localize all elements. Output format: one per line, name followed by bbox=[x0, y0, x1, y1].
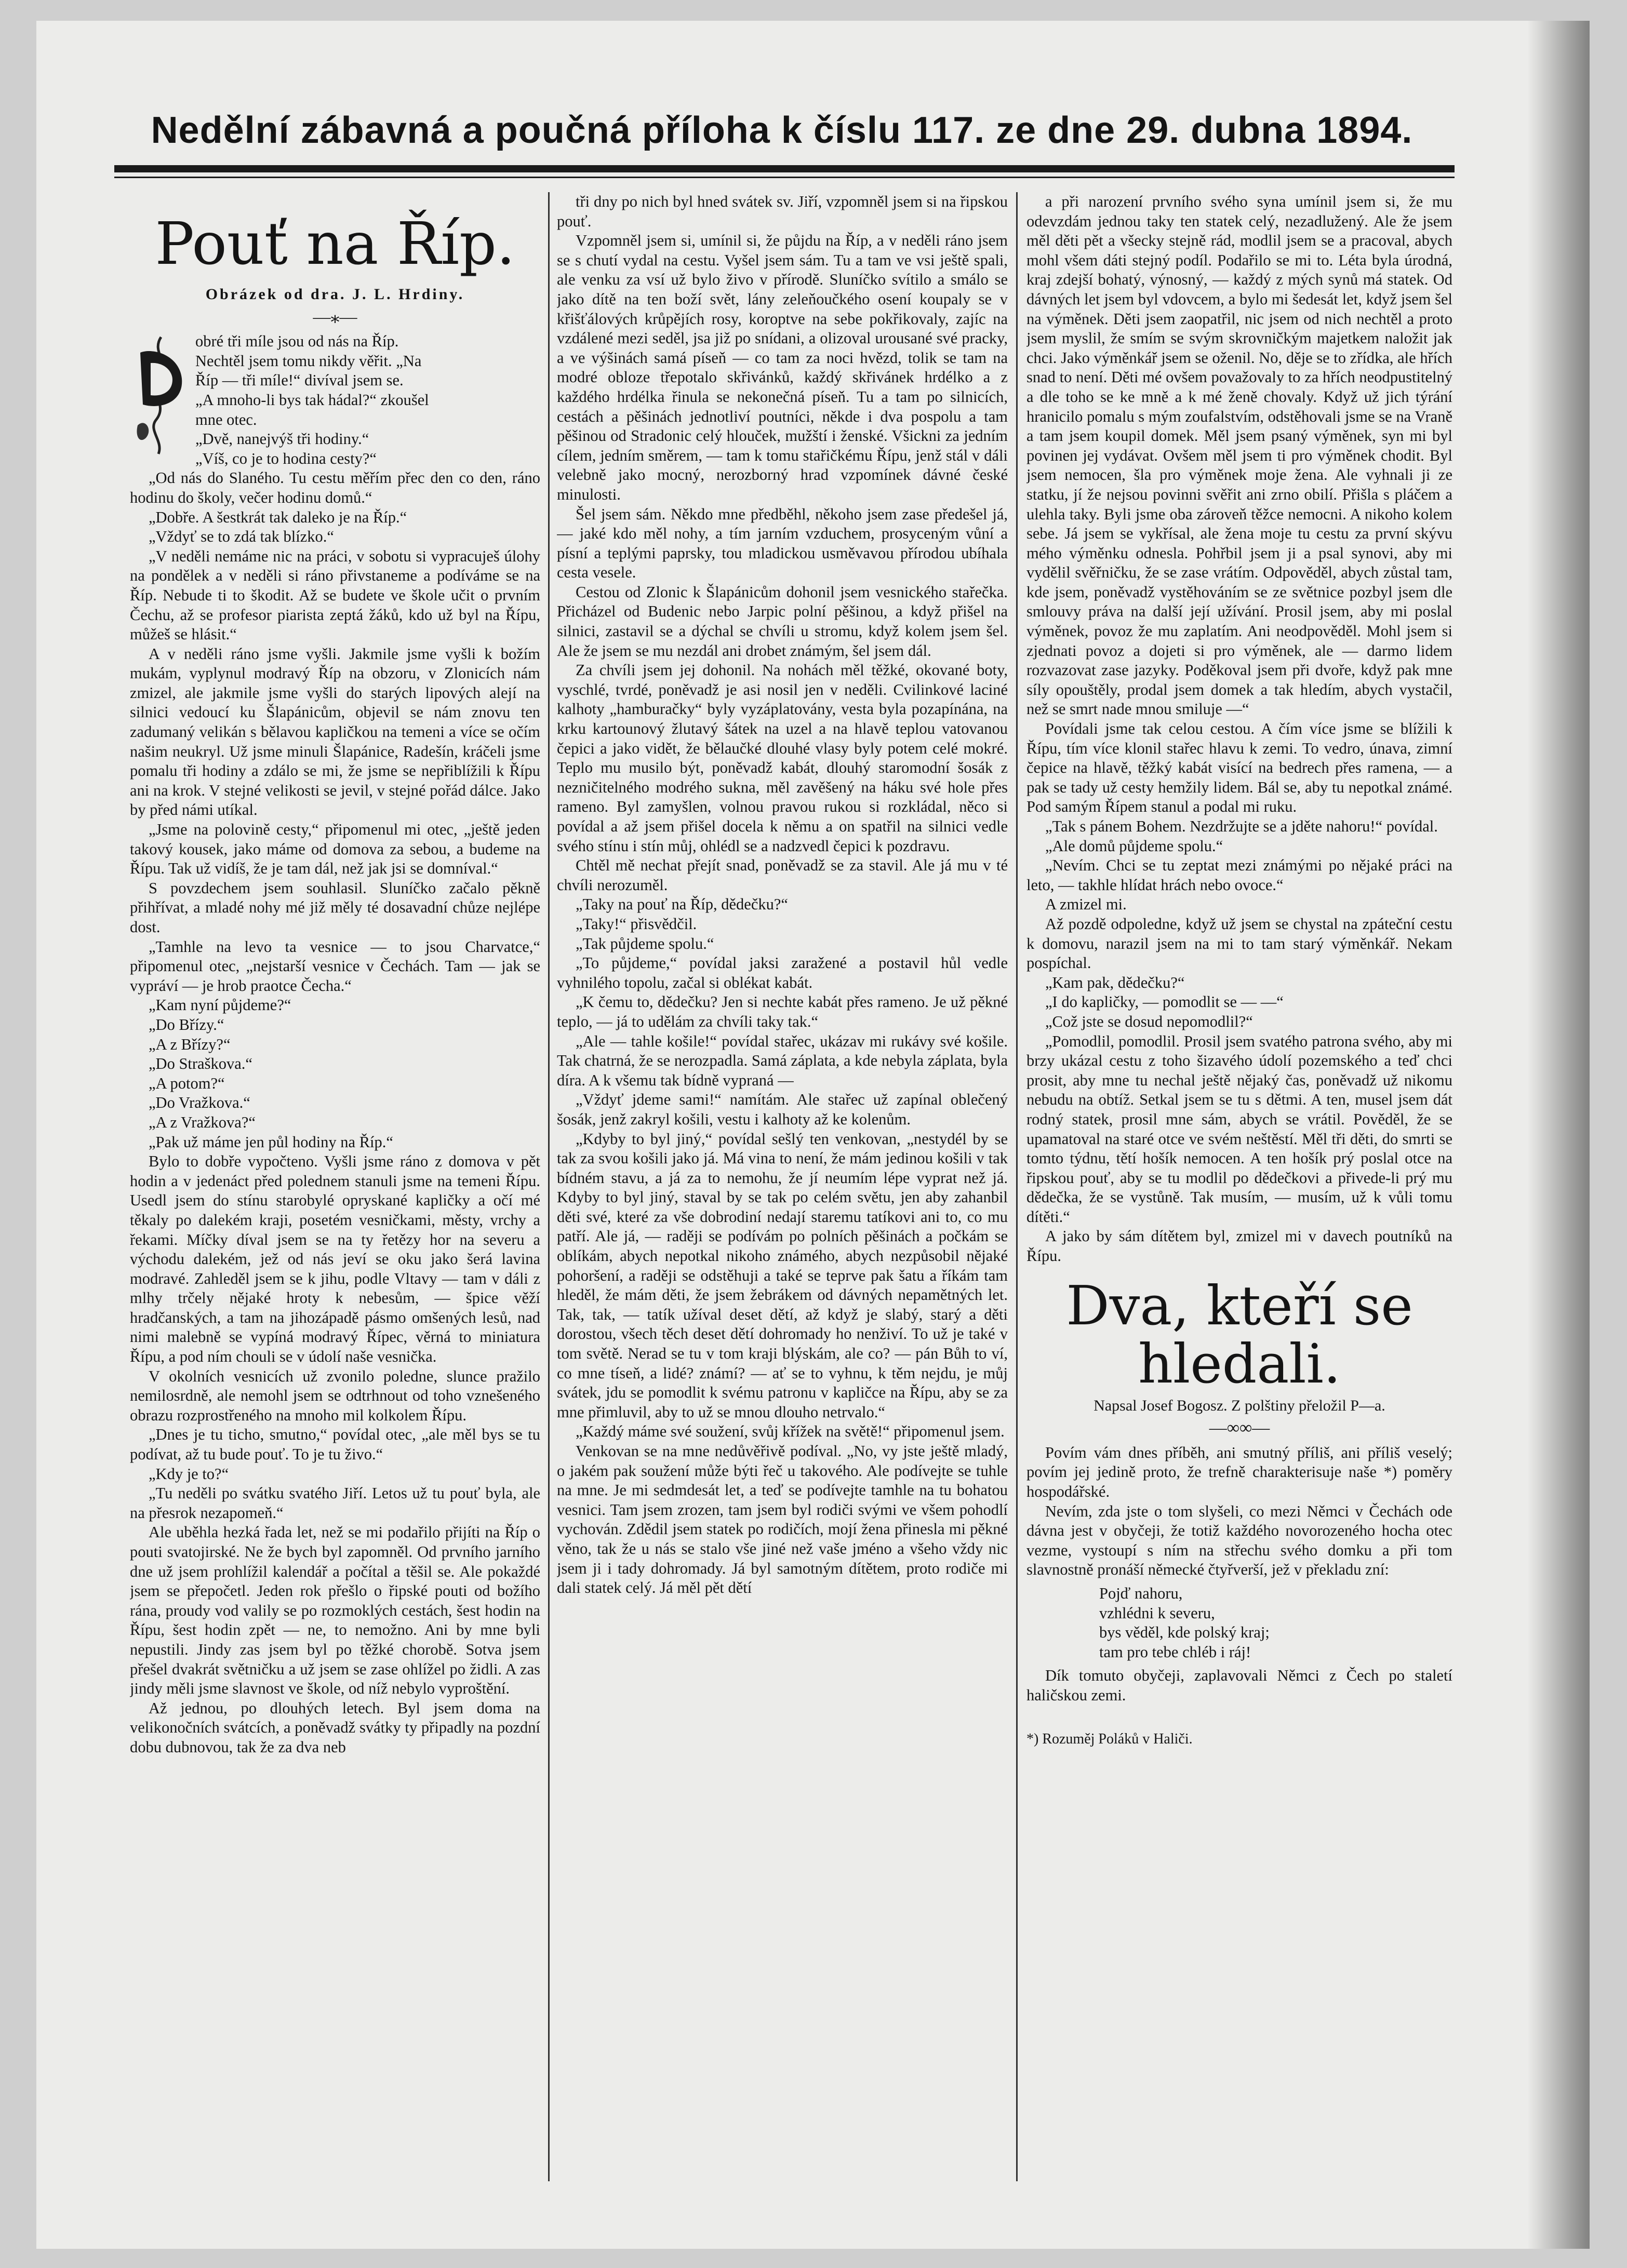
paragraph: Ale uběhla hezká řada let, než se mi podařilo přijíti na Říp o pouti svatojirské. Ne že bych byl zapomněl. Od prvního jarního dne už jsem prohlížil kalendář a počítal a těšil se. Ale pokaždé jsem se přepočetl. Jeden rok přešlo o řipské pouti od božího rána, proudy vod valily se po rozmoklých cestách, šest hodin na Řípu, šest hodin zpět — ne, to nemožno. Ani by mne byli nepustili. Jindy zas jsem byl po těžké chorobě. Sotva jsem přešel dvakrát světničku a už jsem se zase ohlížel po židli. A zas jindy měli jsme slavnost ve škole, od níž nebylo vyproštění. bbox=[130, 1523, 540, 1698]
paragraph: „Taky na pouť na Říp, dědečku?“ bbox=[576, 895, 788, 914]
paragraph: S povzdechem jsem souhlasil. Sluníčko začalo pěkně přihřívat, a mladé nohy mé již měly té dosavadní chůze nejlépe dost. bbox=[130, 879, 540, 936]
paragraph: „Ale domů půjdeme spolu.“ bbox=[1045, 837, 1223, 855]
paragraph: „Dnes je tu ticho, smutno,“ povídal otec, „ale měl bys se tu podívat, až tu bude pouť. To je tu živo.“ bbox=[130, 1426, 540, 1464]
column-3 bbox=[1026, 192, 1452, 2212]
paragraph: Dík tomuto obyčeji, zaplavovali Němci z Čech po staletí haličskou zemi. bbox=[1026, 1667, 1452, 1704]
paragraph: Za chvíli jsem jej dohonil. Na nohách měl těžké, okované boty, vyschlé, tvrdé, poněvadž je asi nosil jen v neděli. Cvilinkové laciné kalhoty „hamburačky“ byly vyzáplatovány, vesta byla pozapínána, na krku kartounový žlutavý šátek na uzel a na hlavě teplou vatovanou čepici a jako vidět, že bělaučké dlouhé vlasy byly potem celé mokré. Teplo mu musilo být, poněvadž kabát, dlouhý staromodní šosák z nezničitelného modrého sukna, měl zavěšený na háku své hole přes rameno. Byl zamyšlen, volnou pravou rukou si rozkládal, něco si povídal a až jsem přišel docela k němu a on spatřil na silnici vedle svého stínu i stín můj, ohlédl se a nadzvedl čepici k pozdravu. bbox=[557, 661, 1008, 855]
column-2 bbox=[557, 192, 1008, 2212]
paragraph: V okolních vesnicích už zvonilo poledne, slunce pražilo nemilosrdně, ale nemohl jsem se odtrhnout od toho vznešeného obrazu rozprostřeného na mnoho mil kolkolem Řípu. bbox=[130, 1367, 540, 1424]
paragraph: „A z Břízy?“ bbox=[149, 1035, 231, 1053]
paragraph: Bylo to dobře vypočteno. Vyšli jsme ráno z domova v pět hodin a v jedenáct před polednem stanuli jsme na temeni Řípu. Usedl jsem do stínu starobylé opryskané kapličky a očí mé těkaly po dalekém kraji, posetém vesničkami, městy, vrchy a řekami. Míčky díval jsem se na ty řetězy hor na severu a východu dalekém, jež od nás jeví se oku jako šerá lavina modravé. Zahleděl jsem se k jihu, podle Vltavy — tam v dáli z mlhy trčely nějaké hroty k nebesům, — špice věží hradčanských, a tam na jihozápadě pásmo omšených lesů, nad nimi malebně se vypíná modravý Řípec, věrná to miniatura Řípu, a pod ním chouli se v údolí naše vesnička. bbox=[130, 1152, 540, 1366]
paragraph: „Vždyť jdeme sami!“ namítám. Ale stařec už zapínal oblečený šosák, jenž zakryl košili, vestu i kalhoty až ke kolenům. bbox=[557, 1091, 1008, 1128]
paragraph: „Tak s pánem Bohem. Nezdržujte se a jděte nahoru!“ povídal. bbox=[1045, 817, 1438, 835]
story-title: Pouť na Říp. bbox=[155, 210, 515, 278]
story-byline: Obrázek od dra. J. L. Hrdiny. bbox=[205, 286, 465, 303]
paragraph: Venkovan se na mne nedůvěřivě podíval. „No, vy jste ještě mladý, o jakém pak soužení může býti řeč u takového. Ale podívejte se tuhle na mne. Je mi sedmdesát let, a teď se podívejte tamhle na tu bohatou vesnici. Tam jsem zrozen, tam jsem byl rodiči svými ve všem pohodlí vychován. Zdědil jsem statek po rodičích, mojí žena přinesla mi pěkné věno, tak že u nás se stalo vše jiné než vaše jméno a všeho vždy nic jsem ji i tady dohromady. Já byl samotným dítětem, proto rodiče mi dali statek celý. Já měl pět dětí bbox=[557, 1442, 1008, 1597]
paragraph: „Ale — tahle košile!“ povídal stařec, ukázav mi rukávy své košile. Tak chatrná, že se nerozpadla. Samá záplata, a kde nebyla záplata, byla díra. A k všemu tak bídně vypraná — bbox=[557, 1032, 1008, 1089]
paragraph: tři dny po nich byl hned svátek sv. Jiří, vzpomněl jsem si na řipskou pouť. bbox=[557, 193, 1008, 230]
paragraph: „Každý máme své soužení, svůj křížek na světě!“ připomenul jsem. bbox=[576, 1422, 1005, 1441]
paragraph: „Do Břízy.“ bbox=[149, 1015, 224, 1034]
paragraph: „Kam pak, dědečku?“ bbox=[1045, 973, 1185, 991]
paragraph: „Kdy je to?“ bbox=[149, 1465, 229, 1483]
paragraph: „V neděli nemáme nic na práci, v sobotu si vypracuješ úlohy na pondělek a v neděli si ráno přivstaneme a podíváme se na Říp. Nebude ti to škodit. Až se budete ve škole učit o prvním Čechu, až se profesor piarista zeptá žáků, kdo už byl na Řípu, můžeš se hlásit.“ bbox=[130, 547, 540, 643]
masthead: Nedělní zábavná a poučná příloha k číslu 117. ze dne 29. dubna 1894. bbox=[151, 110, 1413, 151]
column-divider bbox=[1016, 192, 1018, 2181]
decorated-initial-d-icon bbox=[130, 332, 192, 457]
text-line: „Víš, co je to hodina cesty?“ bbox=[195, 449, 377, 467]
paragraph: „Tamhle na levo ta vesnice — to jsou Charvatce,“ připomenul otec, „nejstarší vesnice v Čechách. Tam — jak se vypráví — je hrob praotce Čecha.“ bbox=[130, 937, 540, 995]
paragraph: „Vždyť se to zdá tak blízko.“ bbox=[149, 528, 334, 546]
second-story-byline: Napsal Josef Bogosz. Z polštiny přeložil P—a. bbox=[1093, 1397, 1385, 1414]
text-line: Nechtěl jsem tomu nikdy věřit. „Na bbox=[195, 352, 422, 370]
paragraph: „Nevím. Chci se tu zeptat mezi známými po nějaké práci na leto, — takhle hlídat hrách nebo ovoce.“ bbox=[1026, 856, 1452, 894]
paragraph: Až jednou, po dlouhých letech. Byl jsem doma na velikonočních svátcích, a poněvadž svátky ty připadly na pozdní dobu dubnovou, tak že za dva neb bbox=[130, 1699, 540, 1756]
paragraph: Cestou od Zlonic k Šlapánicům dohonil jsem vesnického stařečka. Přicházel od Budenic nebo Jarpic polní pěšinou, a když přišel na silnici, zastavil se a dýchal se chvíli u stromu, když kolem jsem šel. Ale že jsem se mu nezdál ani drobet známým, šel jsem dál. bbox=[557, 583, 1008, 660]
poem-line: tam pro tebe chléb i ráj! bbox=[1099, 1643, 1251, 1661]
column-1 bbox=[130, 192, 540, 2212]
second-story-title: Dva, kteří se hledali. bbox=[1066, 1273, 1413, 1395]
paragraph: „Jsme na polovině cesty,“ připomenul mi otec, „ještě jeden takový kousek, jako máme od domova za sebou, a budeme na Řípu. Tak už vidíš, že je tam dál, než jak jsi se domníval.“ bbox=[130, 821, 540, 878]
paragraph: „Kam nyní půjdeme?“ bbox=[149, 996, 291, 1014]
masthead-rule-thin bbox=[114, 177, 1455, 178]
paragraph: „To půjdeme,“ povídal jaksi zaražené a postavil hůl vedle vyhnilého topolu, začal si oblékat kabát. bbox=[557, 954, 1008, 991]
column-3-body bbox=[1026, 192, 1452, 1266]
ornament-divider: —⁎— bbox=[313, 307, 357, 327]
ornament-divider: —∞∞— bbox=[1209, 1418, 1270, 1438]
text-line: Říp — tři míle!“ divíval jsem se. bbox=[195, 371, 404, 390]
paragraph: „Tu neděli po svátku svatého Jiří. Letos už tu pouť byla, ale na přesrok nezapomeň.“ bbox=[130, 1484, 540, 1522]
paragraph: „Kdyby to byl jiný,“ povídal sešlý ten venkovan, „nestydél by se tak za svou košili jako já. Má vina to není, že mám jedinou košili v tak bídném stavu, a já za to nemohu, že jí neumím lépe vyprat než já. Kdyby to byl jiný, staval by se tak po celém světu, jen aby zahanbil děti své, které za vše dobrodiní nedají staremu tatíkovi ani to, co mu patří. Ale já, — raději se podívám po polních pěšinách a počkám se oblíkám, abych nepotkal nikoho známého, abych nezpůsobil nějaké pohoršení, a raději se odstěhuji a také se teprve pak šatu a říkám tam hleděl, že mám děti, že jsem žebrákem od dávných nepamětných let. Tak, tak, — tatík užíval deset dětí, až když je slabý, starý a děti dorostou, všech těch deset dětí dohromady ho nenživí. To už je také v tom světě. Nerad se tu v tom kraji blýskám, ale co? — pán Bůh to ví, co mne tíseň, a lidé? známí? — ať se to vyhnu, k těm nejdu, je můj svátek, jdu se pomodlit k svému patronu v kapličce na Řípu, aby se za mne přimluvil, aby to už se mnou dlouho netrvalo.“ bbox=[557, 1130, 1008, 1421]
page-shadow-edge bbox=[1527, 21, 1590, 2249]
paragraph: „Což jste se dosud nepomodlil?“ bbox=[1045, 1012, 1253, 1030]
paragraph: „Od nás do Slaného. Tu cestu měřím přec den co den, ráno hodinu do školy, večer hodinu domů.“ bbox=[130, 469, 540, 506]
paragraph: Až pozdě odpoledne, když už jsem se chystal na zpáteční cestu k domovu, narazil jsem na mi to tam starý výměnkář. Nekam pospíchal. bbox=[1026, 915, 1452, 972]
paragraph: Povídali jsme tak celou cestou. A čím více jsme se blížili k Řípu, tím více klonil stařec hlavu k zemi. To vedro, únava, zimní čepice na hlavě, těžký kabát visící na bedrech přes ramena, — a pak se tady už cesty hemžily lidem. Bál se, aby tu nepotkal známé. Pod samým Řípem stanul a podal mi ruku. bbox=[1026, 720, 1452, 816]
paragraph: „Taky!“ přisvědčil. bbox=[576, 915, 697, 933]
paragraph: „Do Vražkova.“ bbox=[149, 1094, 250, 1112]
paragraph: Nevím, zda jste o tom slyšeli, co mezi Němci v Čechách ode dávna jest v obyčeji, že totiž každého novorozeného hocha otec vezme, vystoupí s ním na střechu svého domku a při tom slavnostně pronáší německé čtyřverší, jež v překladu zní: bbox=[1026, 1502, 1452, 1579]
text-line: mne otec. bbox=[195, 410, 257, 428]
text-line: „A mnoho-li bys tak hádal?“ zkoušel bbox=[195, 391, 429, 409]
second-story-body bbox=[1026, 1443, 1452, 1580]
paragraph: A zmizel mi. bbox=[1045, 895, 1127, 914]
paragraph: A jako by sám dítětem byl, zmizel mi v davech poutníků na Řípu. bbox=[1026, 1227, 1452, 1265]
paragraph: Vzpomněl jsem si, umínil si, že půjdu na Říp, a v neděli ráno jsem se s chutí vydal na cestu. Vyšel jsem sám. Tu a tam ve vsi ještě spali, ale venku za vsí už bylo živo v přírodě. Sluníčko svítilo a smálo se jako dítě na ten boží svět, lány zeleňoučkého osení koupaly se v křišťálových krůpějích rosy, koroptve na sebe pokřikovaly, zajíc na vzdálené mezi seděl, jsa již po snídani, a olizoval urousané své pracky, a ve výšinách samá píseň — co tam za noci hvězd, tolik se tam na modré obloze třepotalo skřivánků, každý skřivánek hrdélko a z každého hrdélka řinula se nekonečná píseň. Tu a tam po silnicích, cestách a pěšinách jednotliví poutníci, někde i dva pospolu a tam pěšinou od Stradonic celý hlouček, mužští i ženské. Všickni za jedním cílem, jedním směrem, — tam k tomu stařičkému Řípu, jenž stál v dáli velebně jako mocný, nerozborný hrad vzpomínek dávné české minulosti. bbox=[557, 232, 1008, 503]
text-line: „Dvě, nanejvýš tři hodiny.“ bbox=[195, 430, 369, 448]
column-1-body bbox=[130, 468, 540, 1757]
paragraph: „Dobře. A šestkrát tak daleko je na Říp.“ bbox=[149, 508, 407, 526]
column-2-body bbox=[557, 192, 1008, 1598]
opening-paragraph bbox=[130, 332, 540, 468]
paragraph: „A z Vražkova?“ bbox=[149, 1113, 256, 1131]
poem-line: Pojď nahoru, bbox=[1099, 1585, 1183, 1602]
column-divider bbox=[548, 192, 550, 2181]
paragraph: Chtěl mě nechat přejít snad, poněvadž se za stavil. Ale já mu v té chvíli nerozuměl. bbox=[557, 856, 1008, 894]
paragraph: a při narození prvního svého syna umínil jsem si, že mu odevzdám jednou taky ten statek celý, nezadlužený. Ale že jsem měl děti pět a všecky stejně rád, modlil jsem se a pracoval, abych mohl všem dáti stejný podíl. Podařilo se mi to. Léta byla úrodná, kraj zdejší bohatý, výnosný, — každý z mých synů má statek. Od dávných let jsem byl vdovcem, a bylo mi šedesát let, když jsem šel na výměnek. Děti jsem zaopatřil, nic jsem od nich nechtěl a proto jsem myslil, že smím se svým skrovničkým majetkem naložit jak chci. Jako výměnkář jsem se oženil. No, děje se to zřídka, ale hřích snad to není. Děti mé ovšem považovaly to za hřích neodpustitelný a dle toho se ke mně a k mé ženě chovaly. Když už jich týrání hranicilo pomalu s mým zoufalstvím, odstěhovali jsme se na Vraně a tam jsem koupil domek. Měl jsem psaný výměnek, syn mi byl povinen jej vydávat. Ovšem měl jsem ti pro výměnek chodit. Byl jsem nemocen, šla pro výměnek moje žena. Ale vyhnali ji ze statku, jí že nejsou povinni svěřit ani zrno obilí. Přišla s pláčem a ulehla taky. Byli jsme oba zároveň těžce nemocni. A nikoho kolem sebe. Já jsem se vykřísal, ale žena moje tu cestu za první skývu mého výměnku odnesla. Pohřbil jsem ji a psal synovi, aby mi vydělil svěřničku, že se zase vrátím. Odpověděl, abych zůstal tam, kde jsem, poněvadž vystěhováním se ze světnice pozbyl jsem dle smlouvy práva na další její užívání. Prosil jsem, aby mi poslal výměnek, povoz že mu zaplatím. Ani neodpověděl. Mohl jsem si zjednati povoz a dojeti si pro výměnek, ale — darmo lidem rozvazovat zase jazyky. Poděkoval jsem při dvoře, když pak mne síly opouštěly, prodal jsem domek a tak hledím, abych vystačil, než se smrt nade mnou smiluje —“ bbox=[1026, 193, 1452, 718]
footnote: *) Rozuměj Poláků v Haliči. bbox=[1026, 1730, 1193, 1747]
paragraph: Povím vám dnes příběh, ani smutný příliš, ani příliš veselý; povím jej jedině proto, že trefně charakterisuje naše *) poměry hospodářské. bbox=[1026, 1443, 1452, 1501]
paragraph: A v neděli ráno jsme vyšli. Jakmile jsme vyšli k božím mukám, vyplynul modravý Říp na obzoru, v Zlonicích nám zmizel, ale jakmile jsme vyšli do starých lipových alejí na silnici vedoucí ku Šlapánicům, objevil se nám znovu ten zadumaný velikán s bělavou kapličkou na temeni a více se očím našim neukryl. Už jsme minuli Šlapánice, Radešín, kráčeli jsme pomalu tři hodiny a zdálo se mi, že jsme se nepřiblížili k Řípu ani na krok. V stejné velikosti se jevil, v stejné pořád dálce. Jako by před námi utíkal. bbox=[130, 645, 540, 819]
poem-line: vzhlédni k severu, bbox=[1099, 1604, 1215, 1622]
poem-line: bys věděl, kde polský kraj; bbox=[1099, 1623, 1270, 1642]
paragraph: „A potom?“ bbox=[149, 1074, 225, 1092]
paragraph: Šel jsem sám. Někdo mne předběhl, někoho jsem zase předešel já, — jaké kdo měl nohy, a tím jarním vzduchem, prosyceným vůní a písní a teplými paprsky, tou mladickou usměvavou přírodou ubíhala cesta vesele. bbox=[557, 505, 1008, 582]
paragraph: „I do kapličky, — pomodlit se — —“ bbox=[1045, 993, 1284, 1011]
paragraph: „Tak půjdeme spolu.“ bbox=[576, 934, 714, 952]
paragraph: „Pomodlil, pomodlil. Prosil jsem svatého patrona svého, aby mi brzy ukázal cestu z toho šizavého údolí pozemského a teď chci prosit, aby mne tu nechal ještě nějaký čas, poněvadž už nikomu nebudu na obtíž. Setkal jsem se tu s dětmi. A ten, musel jsem dát rodný statek, prosil mne sám, abych se vrátil. Pověděl, že se upamatoval na staré otce ve svém neštěstí. Měl tři děti, do smrti se tomto týdnu, tětí hošík nemocen. A ten hošík prý poslal otce na řipskou pouť, aby se tu modlil po dědečkovi a přivede-li prý mu dědečka, že se vystůně. Tak musím, — musím, už k vůli tomu dítěti.“ bbox=[1026, 1032, 1452, 1226]
poem bbox=[1099, 1584, 1452, 1662]
paragraph: „K čemu to, dědečku? Jen si nechte kabát přes rameno. Je už pěkné teplo, — já to udělám za chvíli taky tak.“ bbox=[557, 993, 1008, 1030]
opening-lines bbox=[195, 332, 540, 468]
paragraph: „Do Straškova.“ bbox=[149, 1055, 252, 1073]
masthead-rule-thick bbox=[114, 165, 1455, 172]
paragraph: „Pak už máme jen půl hodiny na Říp.“ bbox=[149, 1133, 393, 1151]
text-line: obré tři míle jsou od nás na Říp. bbox=[195, 332, 399, 351]
